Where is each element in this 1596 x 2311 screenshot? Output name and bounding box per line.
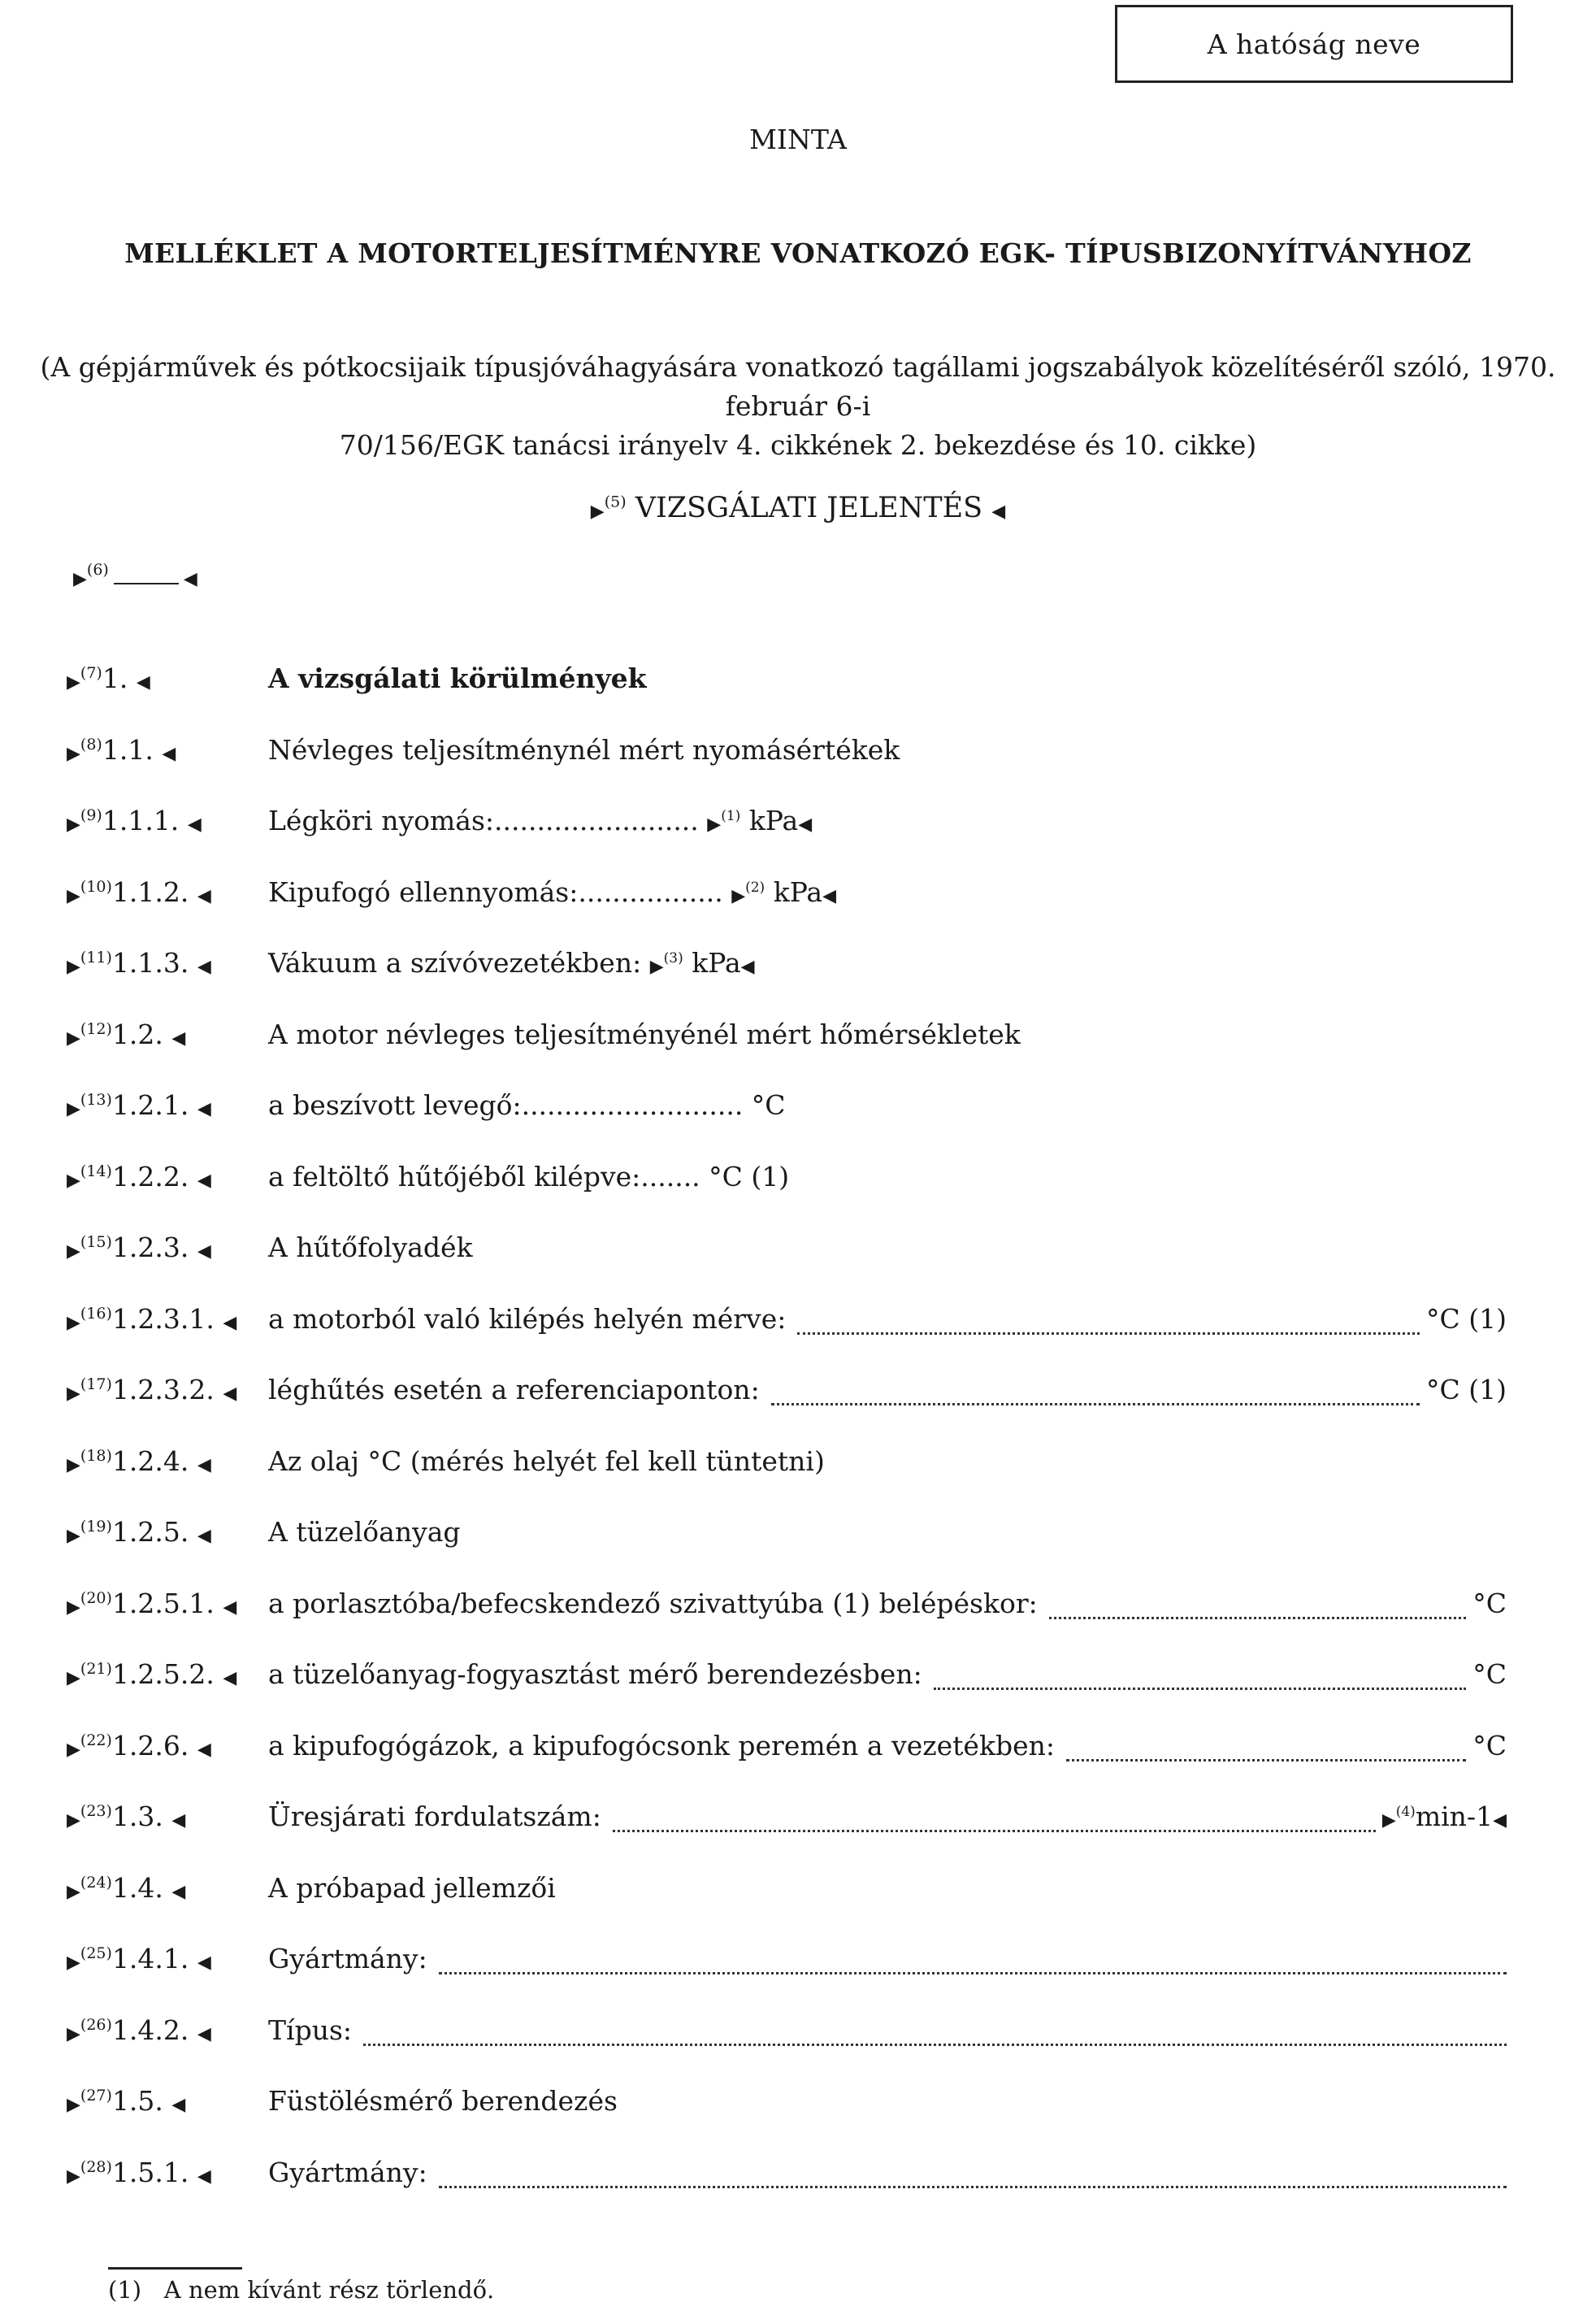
open-marker-icon: ▶ xyxy=(707,814,722,835)
amendment-mark: (11) xyxy=(80,949,112,967)
dotted-fill-line xyxy=(771,1379,1420,1405)
item-label: A hűtőfolyadék xyxy=(268,1232,473,1263)
document-subtitle xyxy=(0,348,1596,465)
close-marker-icon: ◀ xyxy=(740,957,755,977)
item-number xyxy=(67,1658,236,1690)
report-item-row xyxy=(0,876,1596,920)
open-marker-icon: ▶ xyxy=(67,1881,80,1902)
item-label: Légköri nyomás:........................ xyxy=(268,805,699,836)
dotted-fill-line xyxy=(439,2161,1507,2188)
subtitle-line-1: (A gépjárművek és pótkocsijaik típusjóváhagyására vonatkozó tagállami jogszabályok közelítéséről szóló, 1970. február 6-i xyxy=(40,351,1556,422)
close-marker-icon: ◀ xyxy=(171,1810,186,1831)
item-number xyxy=(67,1232,211,1263)
report-title: VIZSGÁLATI JELENTÉS xyxy=(635,492,983,524)
dotted-fill-line xyxy=(934,1663,1467,1690)
dotted-fill-line xyxy=(1049,1592,1467,1619)
dotted-fill-line xyxy=(613,1805,1376,1832)
amendment-mark: (18) xyxy=(80,1446,112,1465)
open-marker-icon: ▶ xyxy=(67,1384,80,1404)
item-label: A próbapad jellemzői xyxy=(268,1871,556,1904)
open-marker-icon: ▶ xyxy=(67,957,80,977)
item-label: A tüzelőanyag xyxy=(268,1516,461,1548)
item-unit xyxy=(1472,1588,1507,1619)
item-unit-text: °C xyxy=(1472,1587,1507,1619)
report-item-row xyxy=(0,1019,1596,1062)
item-number xyxy=(67,805,202,836)
close-marker-icon: ◀ xyxy=(171,1027,186,1049)
item-label: Gyártmány: xyxy=(268,2156,427,2188)
item-label: Gyártmány: xyxy=(268,1943,427,1974)
item-number-text: 1. xyxy=(102,662,128,694)
report-item-row xyxy=(0,1588,1596,1631)
amendment-mark: (21) xyxy=(80,1660,112,1678)
item-text xyxy=(268,1019,1021,1050)
item-number xyxy=(67,947,211,979)
subtitle-line-2: 70/156/EGK tanácsi irányelv 4. cikkének 2. bekezdése és 10. cikke) xyxy=(339,429,1257,461)
item-label: a kipufogógázok, a kipufogócsonk peremén a vezetékben: xyxy=(268,1729,1055,1761)
amendment-mark: (9) xyxy=(80,806,102,824)
report-item-row xyxy=(0,662,1596,706)
item-label: A vizsgálati körülmények xyxy=(268,662,647,694)
open-marker-icon: ▶ xyxy=(67,743,80,764)
amendment-mark: (25) xyxy=(80,1944,112,1962)
report-item-row xyxy=(0,1730,1596,1774)
open-marker-icon: ▶ xyxy=(67,2023,80,2044)
item-unit: kPa xyxy=(692,947,741,979)
report-item-row xyxy=(0,1374,1596,1418)
report-heading xyxy=(0,492,1596,524)
open-marker-icon: ▶ xyxy=(67,1027,80,1049)
close-marker-icon: ◀ xyxy=(1493,1810,1507,1831)
item-number xyxy=(67,1872,185,1904)
item-label: Névleges teljesítménynél mért nyomásértékek xyxy=(268,733,900,766)
item-number xyxy=(67,1943,211,1974)
amendment-mark: (8) xyxy=(80,735,102,754)
amendment-mark: (16) xyxy=(80,1304,112,1323)
open-marker-icon: ▶ xyxy=(67,1596,80,1618)
amendment-mark: (23) xyxy=(80,1802,112,1820)
close-marker-icon: ◀ xyxy=(798,814,813,835)
close-marker-icon: ◀ xyxy=(197,2165,211,2187)
item-text xyxy=(268,1801,601,1832)
item-unit: kPa xyxy=(773,875,823,908)
amendment-mark: (13) xyxy=(80,1091,112,1109)
open-marker-icon: ▶ xyxy=(67,1810,80,1831)
close-marker-icon: ◀ xyxy=(197,1241,211,1262)
open-marker-icon: ▶ xyxy=(649,957,664,977)
item-number xyxy=(67,1445,211,1477)
item-label: Az olaj °C (mérés helyét fel kell tüntetni) xyxy=(268,1444,825,1477)
amendment-mark: (19) xyxy=(80,1518,112,1536)
authority-name-box xyxy=(1115,5,1513,83)
footnote-divider xyxy=(108,2267,242,2270)
item-number-text: 1.2.4. xyxy=(111,1444,189,1477)
close-marker-icon: ◀ xyxy=(197,1739,211,1760)
item-text xyxy=(268,2085,618,2117)
item-number xyxy=(67,876,211,908)
item-text xyxy=(268,2014,352,2046)
open-marker-icon: ▶ xyxy=(67,2165,80,2187)
item-label: léghűtés esetén a referenciaponton: xyxy=(268,1374,760,1405)
item-text xyxy=(268,1303,786,1335)
item-number-text: 1.2.6. xyxy=(111,1729,189,1761)
item-text xyxy=(268,1374,760,1405)
item-number xyxy=(67,1019,185,1050)
item-number-text: 1.1. xyxy=(102,733,154,766)
close-marker-icon: ◀ xyxy=(197,1099,211,1119)
open-marker-icon: ▶ xyxy=(67,1526,80,1546)
item-unit xyxy=(1426,1303,1507,1335)
report-item-row xyxy=(0,1516,1596,1560)
close-marker-icon: ◀ xyxy=(171,1881,186,1902)
close-marker-icon: ◀ xyxy=(197,1526,211,1546)
close-marker-icon: ◀ xyxy=(197,885,211,906)
close-marker-icon: ◀ xyxy=(223,1668,237,1688)
open-marker-icon: ▶ xyxy=(1381,1810,1396,1831)
amendment-mark: (20) xyxy=(80,1588,112,1607)
report-item-row xyxy=(0,1303,1596,1347)
item-number xyxy=(67,1161,211,1192)
footnote-marker: (1) xyxy=(108,2276,142,2304)
item-text xyxy=(268,1872,556,1904)
amendment-mark: (10) xyxy=(80,877,112,896)
report-item-row xyxy=(0,1089,1596,1133)
item-number-text: 1.4. xyxy=(111,1871,163,1904)
close-marker-icon: ◀ xyxy=(136,672,150,693)
item-text xyxy=(268,1658,922,1690)
open-marker-icon: ▶ xyxy=(731,885,746,906)
report-number-line xyxy=(0,559,1596,603)
item-label: Vákuum a szívóvezetékben: xyxy=(268,947,642,979)
document-title: MELLÉKLET A MOTORTELJESÍTMÉNYRE VONATKOZÓ EGK- TÍPUSBIZONYÍTVÁNYHOZ xyxy=(124,237,1472,269)
reference-mark: (4) xyxy=(1395,1804,1416,1820)
close-marker-icon: ◀ xyxy=(223,1596,237,1618)
open-marker-icon: ▶ xyxy=(67,672,80,693)
item-text xyxy=(268,1445,825,1477)
close-marker-icon: ◀ xyxy=(183,569,197,589)
report-item-row xyxy=(0,1232,1596,1275)
item-number-text: 1.4.1. xyxy=(111,1943,189,1974)
item-unit-text: °C xyxy=(1472,1729,1507,1761)
footnote xyxy=(108,2276,494,2304)
item-number-text: 1.2.3. xyxy=(111,1232,189,1263)
item-text xyxy=(268,876,836,908)
item-label: a porlasztóba/befecskendező szivattyúba (1) belépéskor: xyxy=(268,1587,1038,1619)
item-number xyxy=(67,2014,211,2046)
footnote-text: A nem kívánt rész törlendő. xyxy=(163,2276,495,2304)
authority-name-label: A hatóság neve xyxy=(1207,28,1421,60)
item-text xyxy=(268,1232,473,1263)
item-label: a feltöltő hűtőjéből kilépve:....... °C (1) xyxy=(268,1160,790,1192)
item-number-text: 1.5.1. xyxy=(111,2156,189,2188)
item-unit-text: °C xyxy=(1472,1658,1507,1690)
item-text xyxy=(268,1161,789,1192)
dotted-fill-line xyxy=(363,2019,1507,2046)
report-item-row xyxy=(0,2014,1596,2058)
report-item-row xyxy=(0,2085,1596,2129)
item-number-text: 1.1.3. xyxy=(111,947,189,979)
amendment-mark: (6) xyxy=(86,561,109,579)
report-item-row xyxy=(0,1872,1596,1916)
item-unit-text: min-1 xyxy=(1415,1801,1494,1832)
close-marker-icon: ◀ xyxy=(197,1170,211,1191)
item-label: a motorból való kilépés helyén mérve: xyxy=(268,1302,787,1335)
report-item-row xyxy=(0,1161,1596,1205)
item-unit xyxy=(1472,1658,1507,1690)
item-text xyxy=(268,662,647,694)
item-unit xyxy=(1382,1801,1507,1832)
open-marker-icon: ▶ xyxy=(67,1241,80,1262)
item-unit-text: °C (1) xyxy=(1426,1302,1507,1335)
report-item-row xyxy=(0,734,1596,778)
close-marker-icon: ◀ xyxy=(162,743,176,764)
report-item-row xyxy=(0,1445,1596,1489)
item-number-text: 1.1.1. xyxy=(102,805,180,836)
item-number xyxy=(67,1730,211,1761)
item-number xyxy=(67,1516,211,1548)
item-number-text: 1.2.5.2. xyxy=(111,1658,215,1690)
item-label: A motor névleges teljesítményénél mért hőmérsékletek xyxy=(268,1018,1021,1050)
item-number-text: 1.2. xyxy=(111,1018,163,1050)
item-label: Típus: xyxy=(268,2013,352,2046)
item-label: a tüzelőanyag-fogyasztást mérő berendezésben: xyxy=(268,1658,922,1690)
item-number xyxy=(67,734,176,766)
item-text xyxy=(268,1943,427,1974)
item-number-text: 1.2.2. xyxy=(111,1160,189,1192)
open-marker-icon: ▶ xyxy=(67,1668,80,1688)
reference-mark: (3) xyxy=(663,950,683,967)
item-text xyxy=(268,1516,461,1548)
item-label: Üresjárati fordulatszám: xyxy=(268,1801,601,1832)
open-marker-icon: ▶ xyxy=(67,1099,80,1119)
item-number xyxy=(67,1089,211,1121)
item-text xyxy=(268,734,900,766)
item-number-text: 1.3. xyxy=(111,1801,163,1832)
open-marker-icon: ▶ xyxy=(67,1454,80,1475)
item-number-text: 1.4.2. xyxy=(111,2013,189,2046)
amendment-mark: (7) xyxy=(80,664,102,682)
item-number xyxy=(67,2157,211,2188)
reference-mark: (2) xyxy=(745,879,765,896)
close-marker-icon: ◀ xyxy=(822,885,837,906)
item-text xyxy=(268,947,755,979)
item-unit xyxy=(1472,1730,1507,1761)
report-item-row xyxy=(0,947,1596,991)
item-number-text: 1.2.3.2. xyxy=(111,1374,215,1405)
amendment-mark: (28) xyxy=(80,2157,112,2176)
report-item-row xyxy=(0,1801,1596,1844)
item-unit: kPa xyxy=(748,805,799,836)
close-marker-icon: ◀ xyxy=(991,502,1006,522)
amendment-mark: (26) xyxy=(80,2015,112,2034)
item-number xyxy=(67,1588,236,1619)
close-marker-icon: ◀ xyxy=(223,1384,237,1404)
item-number xyxy=(67,662,150,694)
amendment-mark: (17) xyxy=(80,1375,112,1393)
item-number-text: 1.2.3.1. xyxy=(111,1302,215,1335)
close-marker-icon: ◀ xyxy=(187,814,202,835)
item-number-text: 1.5. xyxy=(111,2085,163,2117)
item-label: a beszívott levegő:.......................... °C xyxy=(268,1089,786,1121)
amendment-mark: (24) xyxy=(80,1873,112,1892)
close-marker-icon: ◀ xyxy=(197,957,211,977)
item-number-text: 1.2.5. xyxy=(111,1516,189,1548)
amendment-mark: (12) xyxy=(80,1019,112,1038)
item-number xyxy=(67,1303,236,1335)
dotted-fill-line xyxy=(439,1948,1507,1974)
item-text xyxy=(268,1730,1055,1761)
dotted-fill-line xyxy=(1066,1735,1466,1761)
item-text xyxy=(268,1588,1038,1619)
item-text xyxy=(268,2157,427,2188)
amendment-mark: (27) xyxy=(80,2087,112,2105)
item-text xyxy=(268,1089,786,1121)
dotted-fill-line xyxy=(797,1308,1420,1335)
report-item-row xyxy=(0,1943,1596,1987)
item-number xyxy=(67,2085,185,2117)
item-number xyxy=(67,1374,236,1405)
close-marker-icon: ◀ xyxy=(197,2023,211,2044)
item-number-text: 1.2.5.1. xyxy=(111,1587,215,1619)
item-number xyxy=(67,1801,185,1832)
amendment-mark: (14) xyxy=(80,1162,112,1180)
close-marker-icon: ◀ xyxy=(171,2095,186,2115)
open-marker-icon: ▶ xyxy=(67,1312,80,1333)
open-marker-icon: ▶ xyxy=(67,1739,80,1760)
item-unit xyxy=(1426,1374,1507,1405)
item-number-text: 1.2.1. xyxy=(111,1089,189,1121)
open-marker-icon: ▶ xyxy=(67,885,80,906)
blank-number-line xyxy=(114,583,179,584)
open-marker-icon: ▶ xyxy=(67,814,80,835)
amendment-mark: (5) xyxy=(604,493,627,511)
close-marker-icon: ◀ xyxy=(223,1312,237,1333)
open-marker-icon: ▶ xyxy=(67,1953,80,1973)
reference-mark: (1) xyxy=(721,808,741,824)
item-number-text: 1.1.2. xyxy=(111,875,189,908)
amendment-mark: (22) xyxy=(80,1731,112,1749)
item-text xyxy=(268,805,812,836)
item-label: Füstölésmérő berendezés xyxy=(268,2085,618,2117)
open-marker-icon: ▶ xyxy=(73,569,87,589)
open-marker-icon: ▶ xyxy=(67,2095,80,2115)
report-item-row xyxy=(0,805,1596,849)
item-unit-text: °C (1) xyxy=(1426,1374,1507,1405)
amendment-mark: (15) xyxy=(80,1233,112,1251)
open-marker-icon: ▶ xyxy=(67,1170,80,1191)
close-marker-icon: ◀ xyxy=(197,1454,211,1475)
open-marker-icon: ▶ xyxy=(590,502,605,522)
close-marker-icon: ◀ xyxy=(197,1953,211,1973)
report-item-row xyxy=(0,2157,1596,2200)
report-item-row xyxy=(0,1658,1596,1702)
sample-label: MINTA xyxy=(749,124,847,155)
item-label: Kipufogó ellennyomás:................. xyxy=(268,875,723,908)
